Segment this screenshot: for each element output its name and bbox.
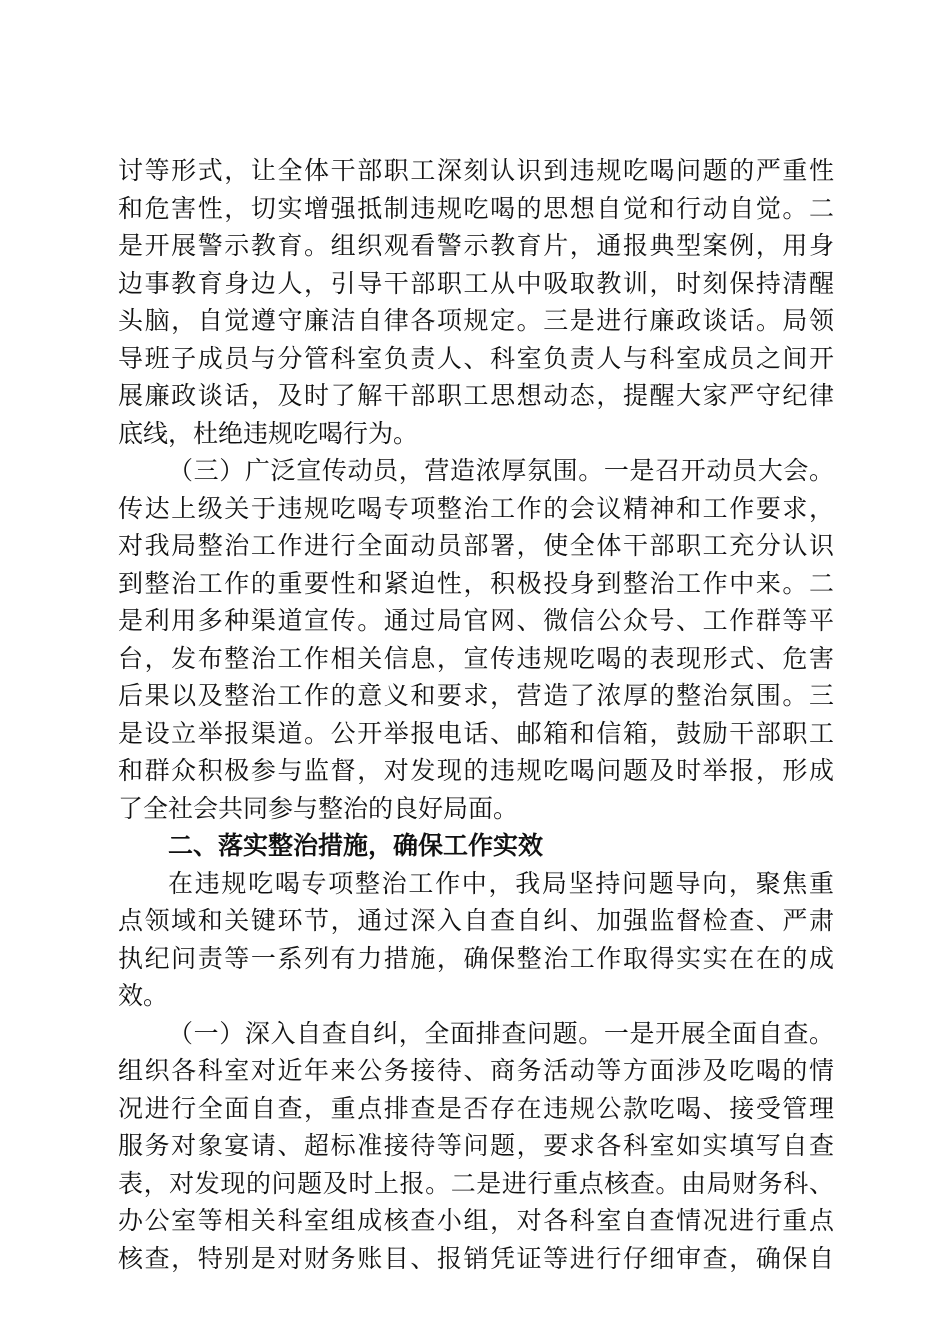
section-heading: 二、落实整治措施，确保工作实效 [168,831,544,860]
text-line: 讨等形式，让全体干部职工深刻认识到违规吃喝问题的严重性 [118,156,834,185]
text-line: 导班子成员与分管科室负责人、科室负责人与科室成员之间开 [118,343,834,373]
text-line: 是利用多种渠道宣传。通过局官网、微信公众号、工作群等平 [118,606,834,635]
text-line: 服务对象宴请、超标准接待等问题，要求各科室如实填写自查 [118,1131,834,1160]
paragraph-publicity-mobilization [118,452,834,827]
paragraph-prevention-education [118,152,834,452]
paragraph-self-inspection [118,1015,834,1278]
text-line: 和危害性，切实增强抵制违规吃喝的思想自觉和行动自觉。二 [118,193,834,223]
text-line: 核查，特别是对财务账目、报销凭证等进行仔细审查，确保自 [118,1243,834,1273]
text-line: 是设立举报渠道。公开举报电话、邮箱和信箱，鼓励干部职工 [118,718,834,748]
text-line: 边事教育身边人，引导干部职工从中吸取教训，时刻保持清醒 [118,268,834,298]
text-line: （三）广泛宣传动员，营造浓厚氛围。一是召开动员大会。 [168,456,834,485]
text-line: 底线，杜绝违规吃喝行为。 [118,418,419,448]
text-line: 在违规吃喝专项整治工作中，我局坚持问题导向，聚焦重 [168,868,834,898]
text-line: 台，发布整治工作相关信息，宣传违规吃喝的表现形式、危害 [118,643,834,673]
text-line: （一）深入自查自纠，全面排查问题。一是开展全面自查。 [168,1018,834,1048]
document-body [118,152,834,1277]
text-line: 办公室等相关科室组成核查小组，对各科室自查情况进行重点 [118,1206,834,1235]
text-line: 是开展警示教育。组织观看警示教育片，通报典型案例，用身 [118,231,834,260]
text-line: 组织各科室对近年来公务接待、商务活动等方面涉及吃喝的情 [118,1056,834,1085]
text-line: 头脑，自觉遵守廉洁自律各项规定。三是进行廉政谈话。局领 [118,306,834,335]
text-line: 展廉政谈话，及时了解干部职工思想动态，提醒大家严守纪律 [118,381,834,410]
text-line: 和群众积极参与监督，对发现的违规吃喝问题及时举报，形成 [118,756,834,785]
text-line: 表，对发现的问题及时上报。二是进行重点核查。由局财务科、 [118,1168,834,1198]
text-line: 对我局整治工作进行全面动员部署，使全体干部职工充分认识 [118,531,834,560]
text-line: 传达上级关于违规吃喝专项整治工作的会议精神和工作要求， [118,493,834,523]
text-line: 点领域和关键环节，通过深入自查自纠、加强监督检查、严肃 [118,906,834,935]
text-line: 到整治工作的重要性和紧迫性，积极投身到整治工作中来。二 [118,568,834,598]
text-line: 后果以及整治工作的意义和要求，营造了浓厚的整治氛围。三 [118,681,834,710]
text-line: 了全社会共同参与整治的良好局面。 [118,793,519,823]
text-line: 效。 [118,981,169,1010]
text-line: 况进行全面自查，重点排查是否存在违规公款吃喝、接受管理 [118,1093,834,1123]
paragraph-measures-intro [118,865,834,1015]
text-line: 执纪问责等一系列有力措施，确保整治工作取得实实在在的成 [118,943,834,973]
